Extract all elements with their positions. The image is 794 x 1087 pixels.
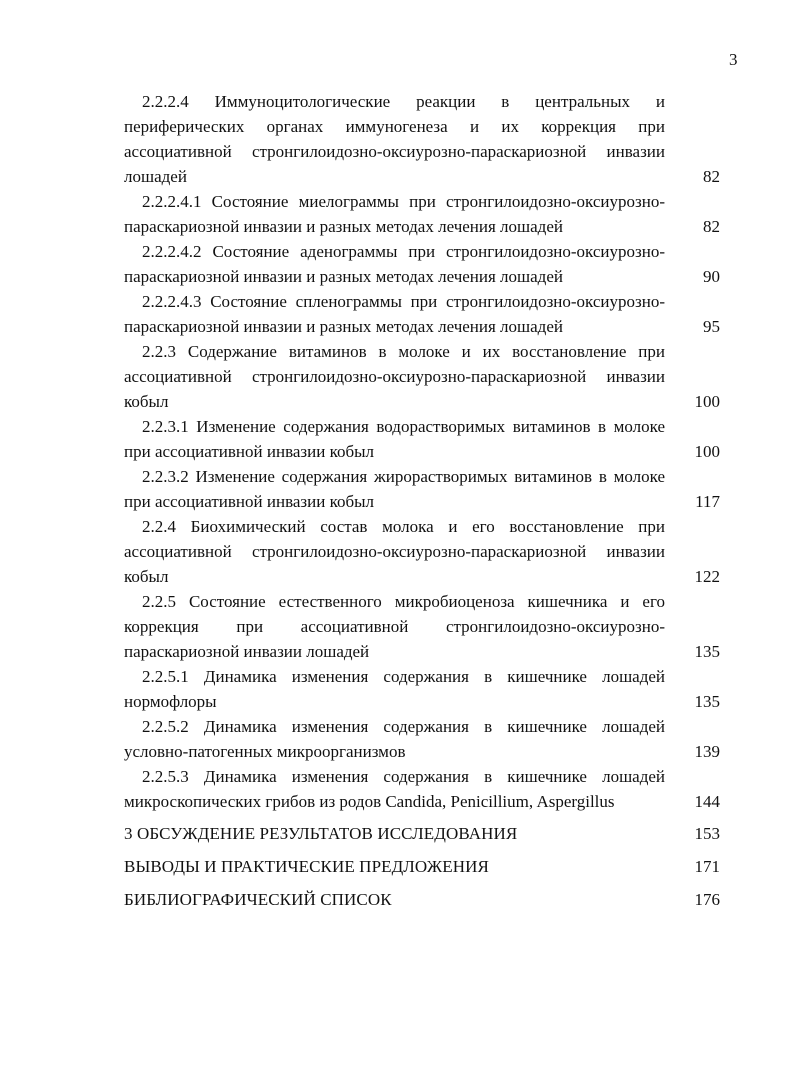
toc-entry-title: 2.2.2.4.2 Состояние аденограммы при стронгилоидозно-оксиурозно-параскариозной инвазии и разных методах лечения лошадей	[124, 242, 665, 286]
toc-chapter-title: БИБЛИОГРАФИЧЕСКИЙ СПИСОК	[124, 890, 392, 909]
toc-entry-title: 2.2.3 Содержание витаминов в молоке и их восстановление при ассоциативной стронгилоидозно-оксиурозно-параскариозной инвазии кобыл	[124, 342, 665, 411]
toc-entry-page: 82	[703, 167, 720, 186]
toc-entry-page: 135	[694, 642, 720, 661]
toc-entry-2-2-5-3[interactable]	[124, 764, 720, 814]
toc-entry-title: 2.2.3.2 Изменение содержания жирорастворимых витаминов в молоке при ассоциативной инвазии кобыл	[124, 467, 665, 511]
toc-entry-page: 90	[703, 267, 720, 286]
page-number: 3	[729, 50, 738, 69]
toc-entry-page: 139	[694, 742, 720, 761]
toc-entry-2-2-3-2[interactable]	[124, 464, 720, 514]
toc-entry-title: 2.2.2.4.1 Состояние миелограммы при стронгилоидозно-оксиурозно-параскариозной инвазии и разных методах лечения лошадей	[124, 192, 665, 236]
toc-chapter-page: 153	[694, 824, 720, 843]
toc-chapter-3[interactable]	[124, 821, 720, 847]
toc-entry-title: 2.2.5.2 Динамика изменения содержания в кишечнике лошадей условно-патогенных микроорганизмов	[124, 717, 665, 761]
toc-chapter-conclusions[interactable]	[124, 854, 720, 880]
toc-entry-2-2-5-1[interactable]	[124, 664, 720, 714]
toc-entry-page: 122	[694, 567, 720, 586]
toc-entry-page: 82	[703, 217, 720, 236]
toc-chapter-bibliography[interactable]	[124, 887, 720, 913]
toc-chapter-page: 176	[694, 890, 720, 909]
toc-entry-title: 2.2.4 Биохимический состав молока и его восстановление при ассоциативной стронгилоидозно-оксиурозно-параскариозной инвазии кобыл	[124, 517, 665, 586]
toc-entry-page: 144	[694, 792, 720, 811]
toc-entry-title: 2.2.5.1 Динамика изменения содержания в кишечнике лошадей нормофлоры	[124, 667, 665, 711]
toc-entry-page: 95	[703, 317, 720, 336]
toc-entry-2-2-4[interactable]	[124, 514, 720, 589]
toc-chapter-page: 171	[694, 857, 720, 876]
toc-entry-page: 117	[695, 492, 720, 511]
toc-chapter-title: 3 ОБСУЖДЕНИЕ РЕЗУЛЬТАТОВ ИССЛЕДОВАНИЯ	[124, 824, 518, 843]
toc-entry-title: 2.2.5 Состояние естественного микробиоценоза кишечника и его коррекция при ассоциативной стронгилоидозно-оксиурозно-параскариозной инвазии лошадей	[124, 592, 665, 661]
toc-entry-2-2-3[interactable]	[124, 339, 720, 414]
toc-entry-2-2-2-4[interactable]	[124, 89, 720, 189]
toc-entry-2-2-2-4-2[interactable]	[124, 239, 720, 289]
toc-entry-title: 2.2.2.4 Иммуноцитологические реакции в центральных и периферических органах иммуногенеза и их коррекция при ассоциативной стронгилоидозно-оксиурозно-параскариозной инвазии лошадей	[124, 92, 665, 186]
toc-entry-page: 135	[694, 692, 720, 711]
toc-entry-page: 100	[694, 392, 720, 411]
toc-entry-page: 100	[694, 442, 720, 461]
toc-entry-title: 2.2.3.1 Изменение содержания водорастворимых витаминов в молоке при ассоциативной инвазии кобыл	[124, 417, 665, 461]
toc-entry-title: 2.2.5.3 Динамика изменения содержания в кишечнике лошадей микроскопических грибов из родов Candida, Penicillium, Aspergillus	[124, 767, 665, 811]
toc-entry-2-2-2-4-1[interactable]	[124, 189, 720, 239]
toc-chapter-title: ВЫВОДЫ И ПРАКТИЧЕСКИЕ ПРЕДЛОЖЕНИЯ	[124, 857, 489, 876]
toc-entry-2-2-5[interactable]	[124, 589, 720, 664]
toc-entry-2-2-2-4-3[interactable]	[124, 289, 720, 339]
toc-entry-2-2-3-1[interactable]	[124, 414, 720, 464]
toc-entry-2-2-5-2[interactable]	[124, 714, 720, 764]
table-of-contents	[124, 89, 720, 913]
toc-entry-title: 2.2.2.4.3 Состояние спленограммы при стронгилоидозно-оксиурозно-параскариозной инвазии и разных методах лечения лошадей	[124, 292, 665, 336]
